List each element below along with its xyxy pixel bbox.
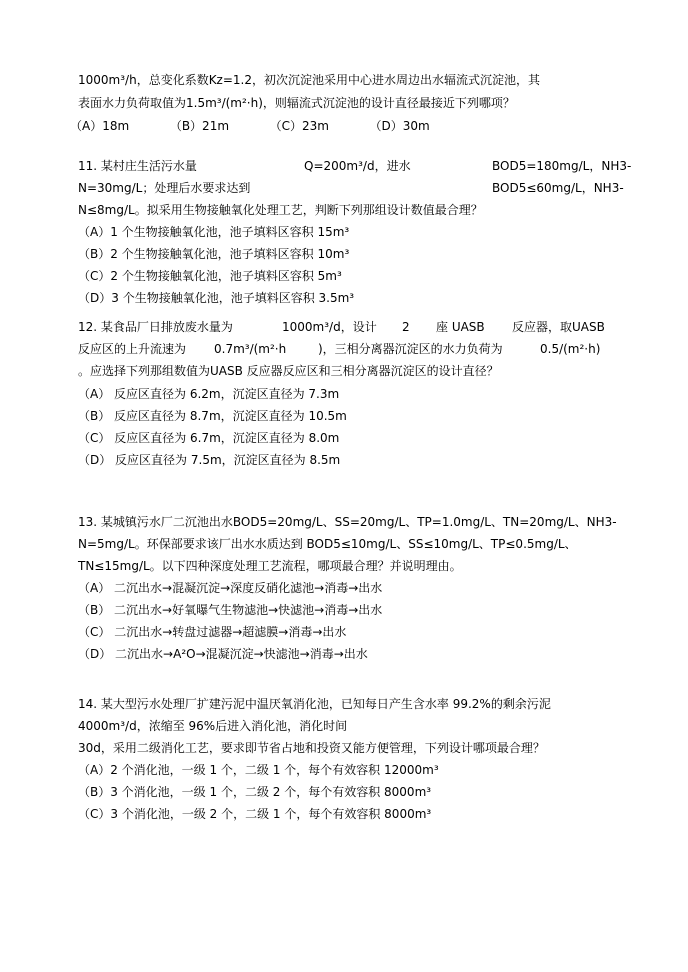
q11-line-1-part-2: Q=200m³/d，进水	[304, 159, 411, 173]
q12-line-2-part-3: )，三相分离器沉淀区的水力负荷为	[318, 342, 503, 356]
q11-line-2-part-2: BOD5≤60mg/L，NH3-	[492, 181, 624, 195]
q14-line-3: 30d，采用二级消化工艺，要求即节省占地和投资又能方便管理，下列设计哪项最合理？	[78, 741, 545, 755]
q10-option-b: （B）21m	[169, 119, 230, 133]
q10-options	[70, 118, 430, 134]
q11-option-b: （B）2 个生物接触氧化池，池子填料区容积 10m³	[78, 247, 350, 261]
q10-option-a: （A）18m	[70, 119, 130, 133]
q12-line-2-part-4: 0.5/(m²·h)	[540, 342, 601, 356]
q10-line-2: 表面水力负荷取值为1.5m³/(m²·h)，则辐流式沉淀池的设计直径最接近下列哪项？	[78, 96, 515, 110]
q10-option-d: （D）30m	[369, 119, 430, 133]
q13-line-1: 13. 某城镇污水厂二沉池出水BOD5=20mg/L、SS=20mg/L、TP=1.0mg/L、TN=20mg/L、NH3-	[78, 515, 617, 529]
q11-line-1-part-3: BOD5=180mg/L，NH3-	[492, 159, 632, 173]
q10-line-1: 1000m³/h，总变化系数Kz=1.2，初次沉淀池采用中心进水周边出水辐流式沉淀池，其	[78, 73, 540, 87]
q14-option-c: （C）3 个消化池，一级 2 个，二级 1 个，每个有效容积 8000m³	[78, 807, 432, 821]
q11-line-2-part-1: N=30mg/L；处理后水要求达到	[78, 181, 251, 195]
q12-line-3: 。应选择下列那组数值为UASB 反应器反应区和三相分离器沉淀区的设计直径？	[78, 364, 499, 378]
q12-line-1-part-3: 2	[402, 320, 410, 334]
q12-option-c: （C） 反应区直径为 6.7m，沉淀区直径为 8.0m	[78, 431, 340, 445]
q12-option-d: （D） 反应区直径为 7.5m，沉淀区直径为 8.5m	[78, 453, 341, 467]
q12-line-2-part-1: 反应区的上升流速为	[78, 342, 187, 356]
q12-line-1-part-5: 反应器，取UASB	[512, 320, 605, 334]
q11-option-a: （A）1 个生物接触氧化池，池子填料区容积 15m³	[78, 225, 350, 239]
q13-line-2: N=5mg/L。环保部要求该厂出水水质达到 BOD5≤10mg/L、SS≤10mg/L、TP≤0.5mg/L、	[78, 537, 577, 551]
q11-line-3: N≤8mg/L。拟采用生物接触氧化处理工艺，判断下列那组设计数值最合理？	[78, 203, 483, 217]
q13-option-d: （D） 二沉出水→A²O→混凝沉淀→快滤池→消毒→出水	[78, 647, 368, 661]
q12-option-b: （B） 反应区直径为 8.7m，沉淀区直径为 10.5m	[78, 409, 347, 423]
q14-option-a: （A）2 个消化池，一级 1 个，二级 1 个，每个有效容积 12000m³	[78, 763, 439, 777]
q14-line-1: 14. 某大型污水处理厂扩建污泥中温厌氧消化池，已知每日产生含水率 99.2%的剩余污泥	[78, 697, 551, 711]
q12-line-1-part-1: 12. 某食品厂日排放废水量为	[78, 320, 233, 334]
q13-option-c: （C） 二沉出水→转盘过滤器→超滤膜→消毒→出水	[78, 625, 347, 639]
q12-line-2-part-2: 0.7m³/(m²·h	[214, 342, 287, 356]
q14-line-2: 4000m³/d，浓缩至 96%后进入消化池，消化时间	[78, 719, 348, 733]
q11-line-1-part-1: 11. 某村庄生活污水量	[78, 159, 197, 173]
q11-option-c: （C）2 个生物接触氧化池，池子填料区容积 5m³	[78, 269, 342, 283]
q13-option-a: （A） 二沉出水→混凝沉淀→深度反硝化滤池→消毒→出水	[78, 581, 383, 595]
q11-option-d: （D）3 个生物接触氧化池，池子填料区容积 3.5m³	[78, 291, 355, 305]
q13-option-b: （B） 二沉出水→好氧曝气生物滤池→快滤池→消毒→出水	[78, 603, 383, 617]
q13-line-3: TN≤15mg/L。以下四种深度处理工艺流程，哪项最合理？并说明理由。	[78, 559, 462, 573]
q14-option-b: （B）3 个消化池，一级 1 个，二级 2 个，每个有效容积 8000m³	[78, 785, 432, 799]
q10-option-c: （C）23m	[269, 119, 329, 133]
q12-option-a: （A） 反应区直径为 6.2m，沉淀区直径为 7.3m	[78, 387, 340, 401]
q12-line-1-part-2: 1000m³/d，设计	[282, 320, 377, 334]
q12-line-1-part-4: 座 UASB	[436, 320, 485, 334]
